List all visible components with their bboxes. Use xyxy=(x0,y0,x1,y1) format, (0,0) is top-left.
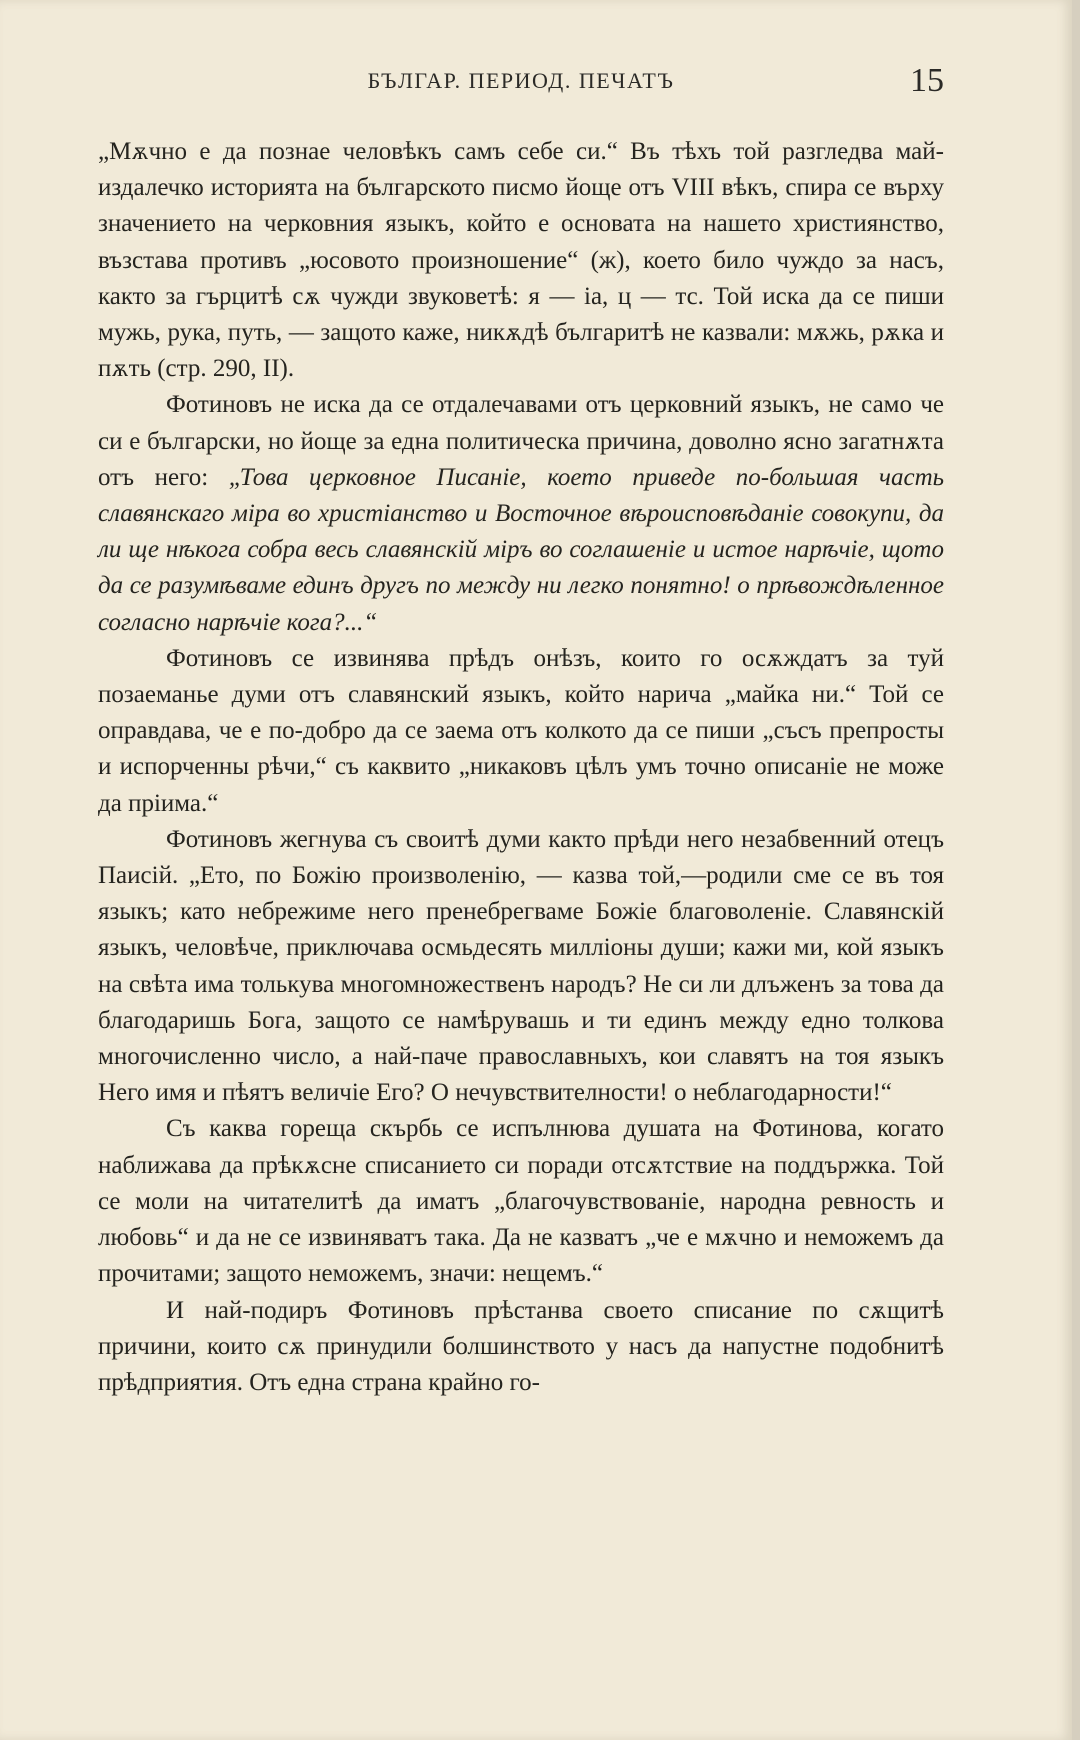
running-head: БЪЛГАР. ПЕРИОД. ПЕЧАТЪ xyxy=(367,68,675,93)
text-segment: Фотиновъ жегнува съ своитѣ думи както прѣди него незабвенний отецъ Паисій. „Ето, по Божію произволенію, — казва той,—родили сме се въ тоя языкъ; като небрежиме него пренебрегваме Божіе благоволеніе. Славянскій языкъ, человѣче, приключава осмьдесять милліоны души; кажи ми, кой языкъ на свѣта има толькува многомножественъ народъ? Не си ли длъженъ за това да благодаришь Бога, защото се намѣрувашь и ти единъ между едно толкова многочисленно число, а най-паче православныхъ, кои славятъ на тоя языкъ Него имя и пѣятъ величіе Его? О нечувствителности! о неблагодарности!“ xyxy=(98,825,944,1107)
page-number: 15 xyxy=(910,62,944,99)
page-edge xyxy=(1072,0,1080,1740)
text-segment: Фотиновъ се извинява прѣдъ онѣзъ, които го осѫждатъ за туй позаеманье думи отъ славянский языкъ, който нарича „майка ни.“ Той се оправдава, че е по-добро да се заема отъ колкото да се пиши „съсъ препросты и испорченны рѣчи,“ съ каквито „никаковъ цѣлъ умъ точно описаніе не може да пріима.“ xyxy=(98,644,944,817)
page-header xyxy=(98,62,944,102)
paragraph xyxy=(98,1293,944,1402)
paragraph xyxy=(98,822,944,1112)
quoted-church-slavonic-passage: „Това церковное Писаніе, което приведе по-большая часть славянскаго міра во христіанство и Восточное вѣроисповѣданіе совокупи, да ли ще нѣкога собра весь славянскій міръ во соглашеніе и истое нарѣчіе, щото да се разумѣваме единъ другъ по между ни легко понятно! о прѣвождѣленное согласно нарѣчіе кога?...“ xyxy=(98,463,944,636)
paragraph xyxy=(98,387,944,640)
paragraph xyxy=(98,134,944,387)
text-segment: „Мѫчно е да познае человѣкъ самъ себе си.“ Въ тѣхъ той разгледва май-издалечко историята на българското писмо йоще отъ VIII вѣкъ, спира се върху значението на черковния языкъ, който е основата на нашето християнство, възстава противъ „юсовото произношение“ (ж), което било чуждо за насъ, както за гърцитѣ сѫ чужди звуковетѣ: я — іа, ц — тс. Той иска да се пиши мужь, рука, путь, — защото каже, никѫдѣ българитѣ не казвали: мѫжь, рѫка и пѫть (стр. 290, II). xyxy=(98,138,944,383)
text-segment: И най-подиръ Фотиновъ прѣстанва своето списание по сѫщитѣ причини, които сѫ принудили болшинството у насъ да напустне подобнитѣ прѣдприятия. Отъ една страна крайно го- xyxy=(98,1296,944,1396)
paragraph xyxy=(98,1111,944,1292)
text-segment: Фотиновъ не иска да се отдалечавами отъ церковний языкъ, не само че си е български, но йоще за една политическа причина, доволно ясно загатнѫта отъ него: xyxy=(98,391,944,491)
paragraph xyxy=(98,641,944,822)
text-segment: Съ каква гореща скърбь се испълнюва душата на Фотинова, когато наближава да прѣкѫсне списанието си поради отсѫтствие на поддържка. Той се моли на читателитѣ да иматъ „благочувствованіе, народна ревность и любовь“ и да не се извиняватъ така. Да не казватъ „че е мѫчно и неможемъ да прочитами; защото неможемъ, значи: нещемъ.“ xyxy=(98,1115,944,1288)
body-text xyxy=(98,134,944,1401)
